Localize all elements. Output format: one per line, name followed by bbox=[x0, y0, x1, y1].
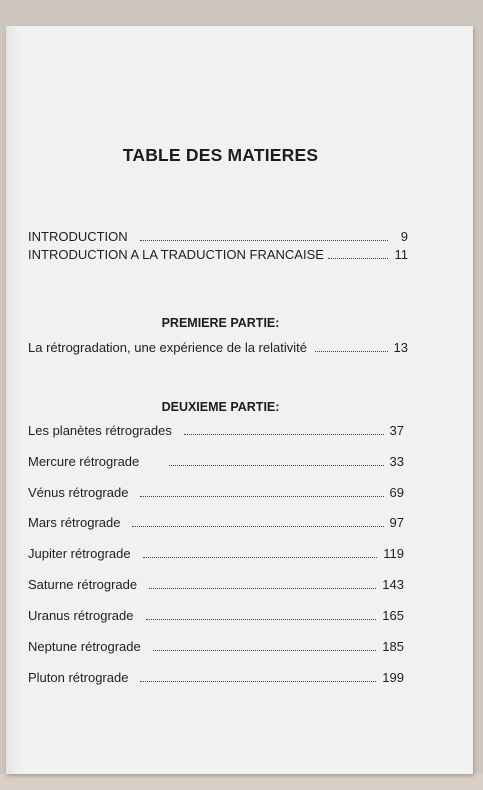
toc-entry-jupiter bbox=[28, 543, 404, 561]
dot-leader bbox=[140, 240, 388, 241]
toc-entry-page: 9 bbox=[400, 229, 408, 244]
toc-entry-neptune bbox=[28, 636, 404, 654]
dot-leader bbox=[140, 681, 376, 682]
toc-entry-label: Uranus rétrograde bbox=[28, 608, 134, 623]
dot-leader bbox=[146, 619, 377, 620]
toc-entry-page: 119 bbox=[383, 546, 404, 561]
book-page bbox=[6, 26, 473, 774]
toc-entry-page: 37 bbox=[389, 423, 404, 438]
toc-entry-label: Pluton rétrograde bbox=[28, 670, 129, 685]
toc-entry-label: INTRODUCTION A LA TRADUCTION FRANCAISE bbox=[28, 247, 324, 262]
toc-entry-uranus bbox=[28, 605, 404, 623]
toc-entry-planetes bbox=[28, 420, 404, 438]
toc-entry-page: 143 bbox=[382, 577, 404, 592]
toc-entry-retrogradation bbox=[28, 337, 408, 355]
toc-entry-label: Jupiter rétrograde bbox=[28, 546, 131, 561]
toc-entry-page: 13 bbox=[393, 340, 408, 355]
toc-entry-label: Mars rétrograde bbox=[28, 515, 121, 530]
toc-entry-saturne bbox=[28, 574, 404, 592]
toc-entry-page: 69 bbox=[389, 485, 404, 500]
toc-entry-mars bbox=[28, 512, 404, 530]
toc-entry-label: La rétrogradation, une expérience de la relativité bbox=[28, 340, 307, 355]
toc-entry-introduction bbox=[28, 226, 408, 244]
dot-leader bbox=[315, 351, 388, 352]
dot-leader bbox=[184, 434, 384, 435]
toc-entry-page: 11 bbox=[394, 247, 408, 262]
toc-entry-introduction-traduction bbox=[28, 244, 408, 262]
toc-entry-venus bbox=[28, 482, 404, 500]
toc-entry-label: Vénus rétrograde bbox=[28, 485, 129, 500]
toc-entry-label: INTRODUCTION bbox=[28, 229, 128, 244]
section-heading-deuxieme-partie: DEUXIEME PARTIE: bbox=[161, 400, 280, 414]
toc-entry-page: 199 bbox=[382, 670, 404, 685]
toc-entry-page: 97 bbox=[389, 515, 404, 530]
toc-entry-page: 33 bbox=[389, 454, 404, 469]
toc-entry-label: Neptune rétrograde bbox=[28, 639, 141, 654]
dot-leader bbox=[132, 526, 383, 527]
background-surface bbox=[0, 774, 483, 790]
dot-leader bbox=[149, 588, 376, 589]
dot-leader bbox=[140, 496, 383, 497]
toc-entry-label: Saturne rétrograde bbox=[28, 577, 138, 592]
dot-leader bbox=[143, 557, 378, 558]
dot-leader bbox=[328, 258, 388, 259]
toc-entry-pluton bbox=[28, 667, 404, 685]
dot-leader bbox=[169, 465, 383, 466]
section-heading-premiere-partie: PREMIERE PARTIE: bbox=[161, 316, 280, 330]
toc-entry-page: 185 bbox=[382, 639, 404, 654]
toc-entry-page: 165 bbox=[382, 608, 404, 623]
toc-entry-label: Mercure rétrograde bbox=[28, 454, 140, 469]
toc-entry-mercure bbox=[28, 451, 404, 469]
page-title: TABLE DES MATIERES bbox=[122, 145, 319, 165]
toc-entry-label: Les planètes rétrogrades bbox=[28, 423, 172, 438]
dot-leader bbox=[153, 650, 377, 651]
